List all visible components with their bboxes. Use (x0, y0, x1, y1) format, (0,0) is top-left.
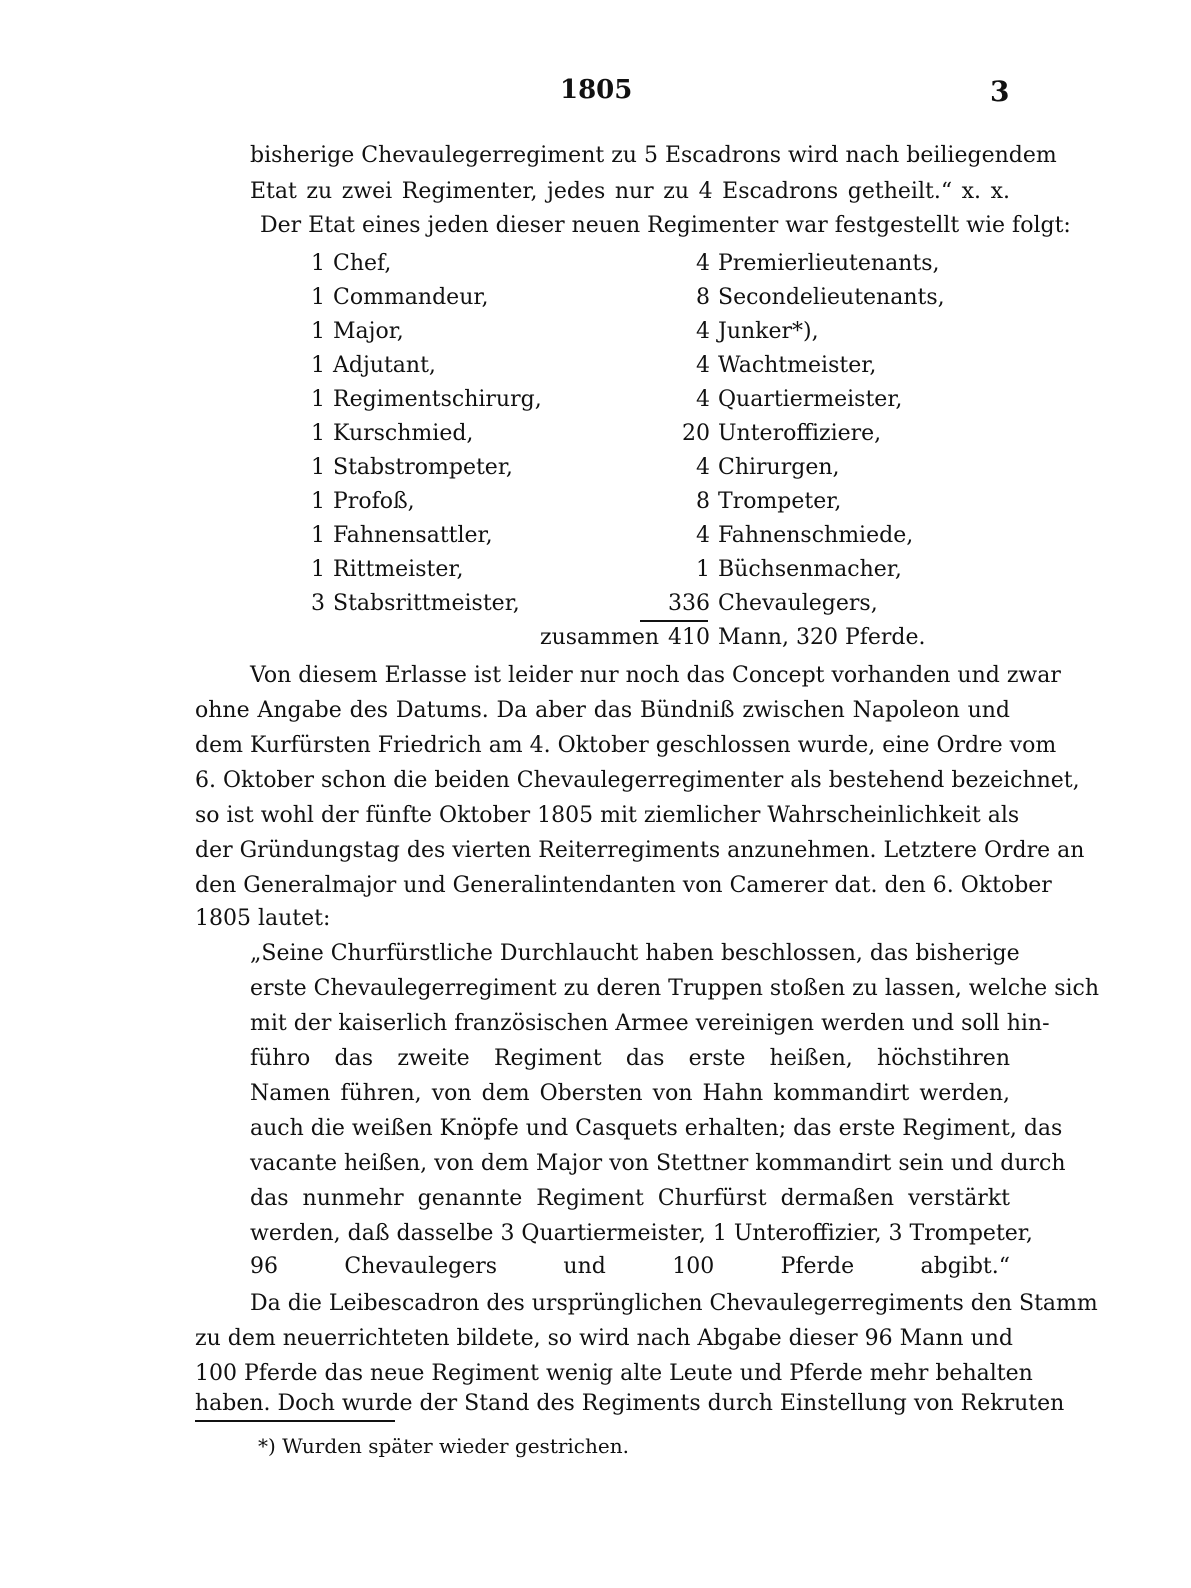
rank-right: Quartiermeister, (718, 387, 903, 412)
paragraph-line: zu dem neuerrichteten bildete, so wird nach Abgabe dieser 96 Mann und (195, 1326, 1013, 1351)
page-header (0, 75, 1191, 115)
paragraph-line: so ist wohl der fünfte Oktober 1805 mit ziemlicher Wahrscheinlichkeit als (195, 803, 1020, 828)
count-left: 1 (311, 251, 325, 276)
total-text: Mann, 320 Pferde. (718, 625, 926, 650)
paragraph-line: ohne Angabe des Datums. Da aber das Bündniß zwischen Napoleon und (195, 698, 1010, 723)
rank-left: Adjutant, (333, 353, 436, 378)
rank-left: Stabsrittmeister, (333, 591, 520, 616)
sum-rule (640, 620, 708, 622)
paragraph-line: 1805 lautet: (195, 906, 331, 931)
running-head-year: 1805 (560, 75, 633, 105)
rank-right: Chevaulegers, (718, 591, 878, 616)
footnote: *) Wurden später wieder gestrichen. (258, 1434, 629, 1458)
count-left: 1 (311, 523, 325, 548)
rank-left: Kurschmied, (333, 421, 474, 446)
table-row (0, 318, 1191, 350)
paragraph-line: der Gründungstag des vierten Reiterregiments anzunehmen. Letztere Ordre an (195, 838, 1085, 863)
table-row (0, 488, 1191, 520)
rank-left: Stabstrompeter, (333, 455, 513, 480)
rank-left: Chef, (333, 251, 392, 276)
quote-line: erste Chevaulegerregiment zu deren Truppen stoßen zu lassen, welche sich (250, 976, 1100, 1001)
table-row (0, 590, 1191, 622)
rank-left: Fahnensattler, (333, 523, 493, 548)
count-right: 4 (696, 523, 710, 548)
count-right: 4 (696, 455, 710, 480)
rank-left: Profoß, (333, 489, 415, 514)
count-left: 1 (311, 421, 325, 446)
count-left: 1 (311, 455, 325, 480)
total-value: 410 (668, 625, 710, 650)
rank-right: Junker*), (718, 319, 819, 344)
intro-line: Etat zu zwei Regimenter, jedes nur zu 4 Escadrons getheilt.“ x. x. (250, 179, 1010, 204)
rank-left: Regimentschirurg, (333, 387, 542, 412)
paragraph-line: 100 Pferde das neue Regiment wenig alte Leute und Pferde mehr behalten (195, 1361, 1033, 1386)
page-number: 3 (990, 75, 1010, 108)
count-left: 3 (311, 591, 325, 616)
table-row (0, 352, 1191, 384)
count-right: 4 (696, 353, 710, 378)
table-row (0, 250, 1191, 282)
table-row (0, 284, 1191, 316)
rank-left: Commandeur, (333, 285, 489, 310)
count-right: 1 (696, 557, 710, 582)
table-row (0, 556, 1191, 588)
rank-right: Büchsenmacher, (718, 557, 902, 582)
count-left: 1 (311, 387, 325, 412)
paragraph-line: Von diesem Erlasse ist leider nur noch das Concept vorhanden und zwar (250, 663, 1061, 688)
rank-right: Fahnenschmiede, (718, 523, 914, 548)
table-row (0, 420, 1191, 452)
count-right: 4 (696, 387, 710, 412)
quote-line: „Seine Churfürstliche Durchlaucht haben beschlossen, das bisherige (250, 941, 1020, 966)
table-row (0, 386, 1191, 418)
rank-right: Secondelieutenants, (718, 285, 945, 310)
paragraph-line: den Generalmajor und Generalintendanten von Camerer dat. den 6. Oktober (195, 873, 1052, 898)
count-left: 1 (311, 285, 325, 310)
quote-line: auch die weißen Knöpfe und Casquets erhalten; das erste Regiment, das (250, 1116, 1063, 1141)
rank-left: Rittmeister, (333, 557, 464, 582)
rank-right: Trompeter, (718, 489, 842, 514)
quote-line: Namen führen, von dem Obersten von Hahn kommandirt werden, (250, 1081, 1010, 1106)
quote-line: vacante heißen, von dem Major von Stettner kommandirt sein und durch (250, 1151, 1066, 1176)
count-right: 4 (696, 251, 710, 276)
paragraph-line: haben. Doch wurde der Stand des Regiments durch Einstellung von Rekruten (195, 1391, 1065, 1416)
count-left: 1 (311, 319, 325, 344)
quote-line: führo das zweite Regiment das erste heißen, höchstihren (250, 1046, 1010, 1071)
table-total-row (0, 624, 1191, 656)
count-left: 1 (311, 489, 325, 514)
table-row (0, 454, 1191, 486)
rank-right: Premierlieutenants, (718, 251, 940, 276)
total-label: zusammen (540, 625, 660, 650)
quote-line: werden, daß dasselbe 3 Quartiermeister, 1 Unteroffizier, 3 Trompeter, (250, 1221, 1033, 1246)
count-left: 1 (311, 353, 325, 378)
count-right: 336 (668, 591, 710, 616)
paragraph-line: dem Kurfürsten Friedrich am 4. Oktober geschlossen wurde, eine Ordre vom (195, 733, 1057, 758)
rank-left: Major, (333, 319, 404, 344)
count-right: 8 (696, 489, 710, 514)
count-right: 20 (682, 421, 710, 446)
footnote-rule (195, 1420, 395, 1422)
paragraph-line: Da die Leibescadron des ursprünglichen Chevaulegerregiments den Stamm (250, 1291, 1098, 1316)
quote-line: mit der kaiserlich französischen Armee vereinigen werden und soll hin- (250, 1011, 1050, 1036)
rank-right: Wachtmeister, (718, 353, 877, 378)
count-right: 8 (696, 285, 710, 310)
rank-right: Unteroffiziere, (718, 421, 882, 446)
intro-line: bisherige Chevaulegerregiment zu 5 Escadrons wird nach beiliegendem (250, 143, 1057, 168)
count-right: 4 (696, 319, 710, 344)
table-row (0, 522, 1191, 554)
rank-right: Chirurgen, (718, 455, 840, 480)
count-left: 1 (311, 557, 325, 582)
intro-line: Der Etat eines jeden dieser neuen Regimenter war festgestellt wie folgt: (260, 213, 1071, 238)
quote-line: 96 Chevaulegers und 100 Pferde abgibt.“ (250, 1254, 1010, 1279)
paragraph-line: 6. Oktober schon die beiden Chevaulegerregimenter als bestehend bezeichnet, (195, 768, 1080, 793)
quote-line: das nunmehr genannte Regiment Churfürst dermaßen verstärkt (250, 1186, 1010, 1211)
